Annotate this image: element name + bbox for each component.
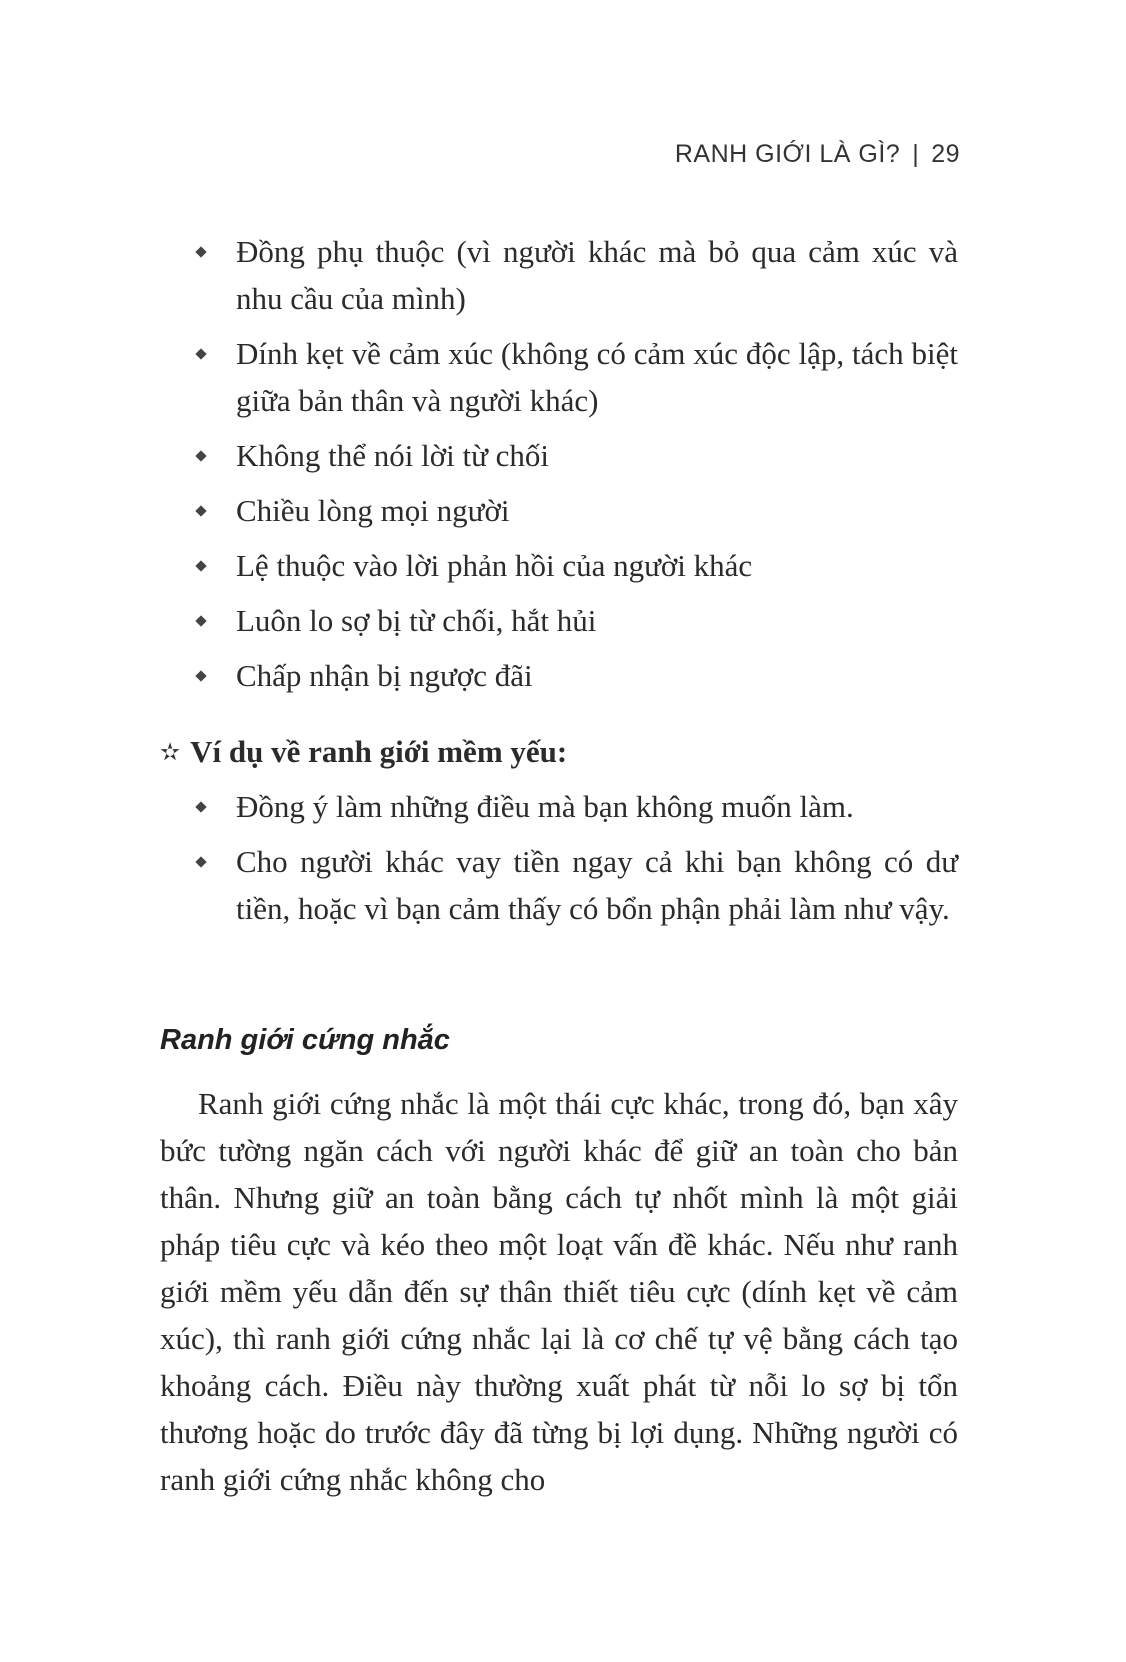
diamond-bullet-icon <box>195 615 206 626</box>
list-item <box>196 228 958 322</box>
list-item-text: Đồng phụ thuộc (vì người khác mà bỏ qua cảm xúc và nhu cầu của mình) <box>236 234 958 316</box>
list-item <box>196 330 958 424</box>
list-item-text: Cho người khác vay tiền ngay cả khi bạn không có dư tiền, hoặc vì bạn cảm thấy có bổn phận phải làm như vậy. <box>236 844 958 926</box>
list-item <box>196 487 958 534</box>
diamond-bullet-icon <box>195 348 206 359</box>
examples-heading-text: Ví dụ về ranh giới mềm yếu: <box>190 734 568 769</box>
list-item <box>196 783 958 830</box>
star-icon: ✫ <box>160 740 181 766</box>
list-item-text: Chiều lòng mọi người <box>236 493 510 528</box>
diamond-bullet-icon <box>195 856 206 867</box>
diamond-bullet-icon <box>195 801 206 812</box>
chapter-title: RANH GIỚI LÀ GÌ? <box>674 140 901 168</box>
list-item-text: Dính kẹt về cảm xúc (không có cảm xúc độc lập, tách biệt giữa bản thân và người khác) <box>236 336 958 418</box>
diamond-bullet-icon <box>195 505 206 516</box>
list-item-text: Đồng ý làm những điều mà bạn không muốn làm. <box>236 789 854 824</box>
list-item-text: Không thể nói lời từ chối <box>236 438 550 473</box>
diamond-bullet-icon <box>195 450 206 461</box>
list-item-text: Luôn lo sợ bị từ chối, hắt hủi <box>236 603 597 638</box>
header-separator: | <box>912 140 920 168</box>
page-number: 29 <box>931 140 960 168</box>
list-item <box>196 597 958 644</box>
diamond-bullet-icon <box>195 560 206 571</box>
running-header <box>675 140 960 169</box>
diamond-bullet-icon <box>195 246 206 257</box>
list-item <box>196 542 958 589</box>
list-item-text: Chấp nhận bị ngược đãi <box>236 658 533 693</box>
examples-heading <box>160 732 567 775</box>
section-title: Ranh giới cứng nhắc <box>160 1024 450 1056</box>
list-item <box>196 432 958 479</box>
list-item <box>196 838 958 932</box>
weak-boundary-signs-list <box>196 228 958 707</box>
list-item-text: Lệ thuộc vào lời phản hồi của người khác <box>236 548 753 583</box>
body-paragraph: Ranh giới cứng nhắc là một thái cực khác, trong đó, bạn xây bức tường ngăn cách với người khác để giữ an toàn cho bản thân. Nhưng giữ an toàn bằng cách tự nhốt mình là một giải pháp tiêu cực và kéo theo một loạt vấn đề khác. Nếu như ranh giới mềm yếu dẫn đến sự thân thiết tiêu cực (dính kẹt về cảm xúc), thì ranh giới cứng nhắc lại là cơ chế tự vệ bằng cách tạo khoảng cách. Điều này thường xuất phát từ nỗi lo sợ bị tổn thương hoặc do trước đây đã từng bị lợi dụng. Những người có ranh giới cứng nhắc không cho <box>160 1086 958 1497</box>
diamond-bullet-icon <box>195 670 206 681</box>
list-item <box>196 652 958 699</box>
weak-boundary-examples-list <box>196 783 958 940</box>
